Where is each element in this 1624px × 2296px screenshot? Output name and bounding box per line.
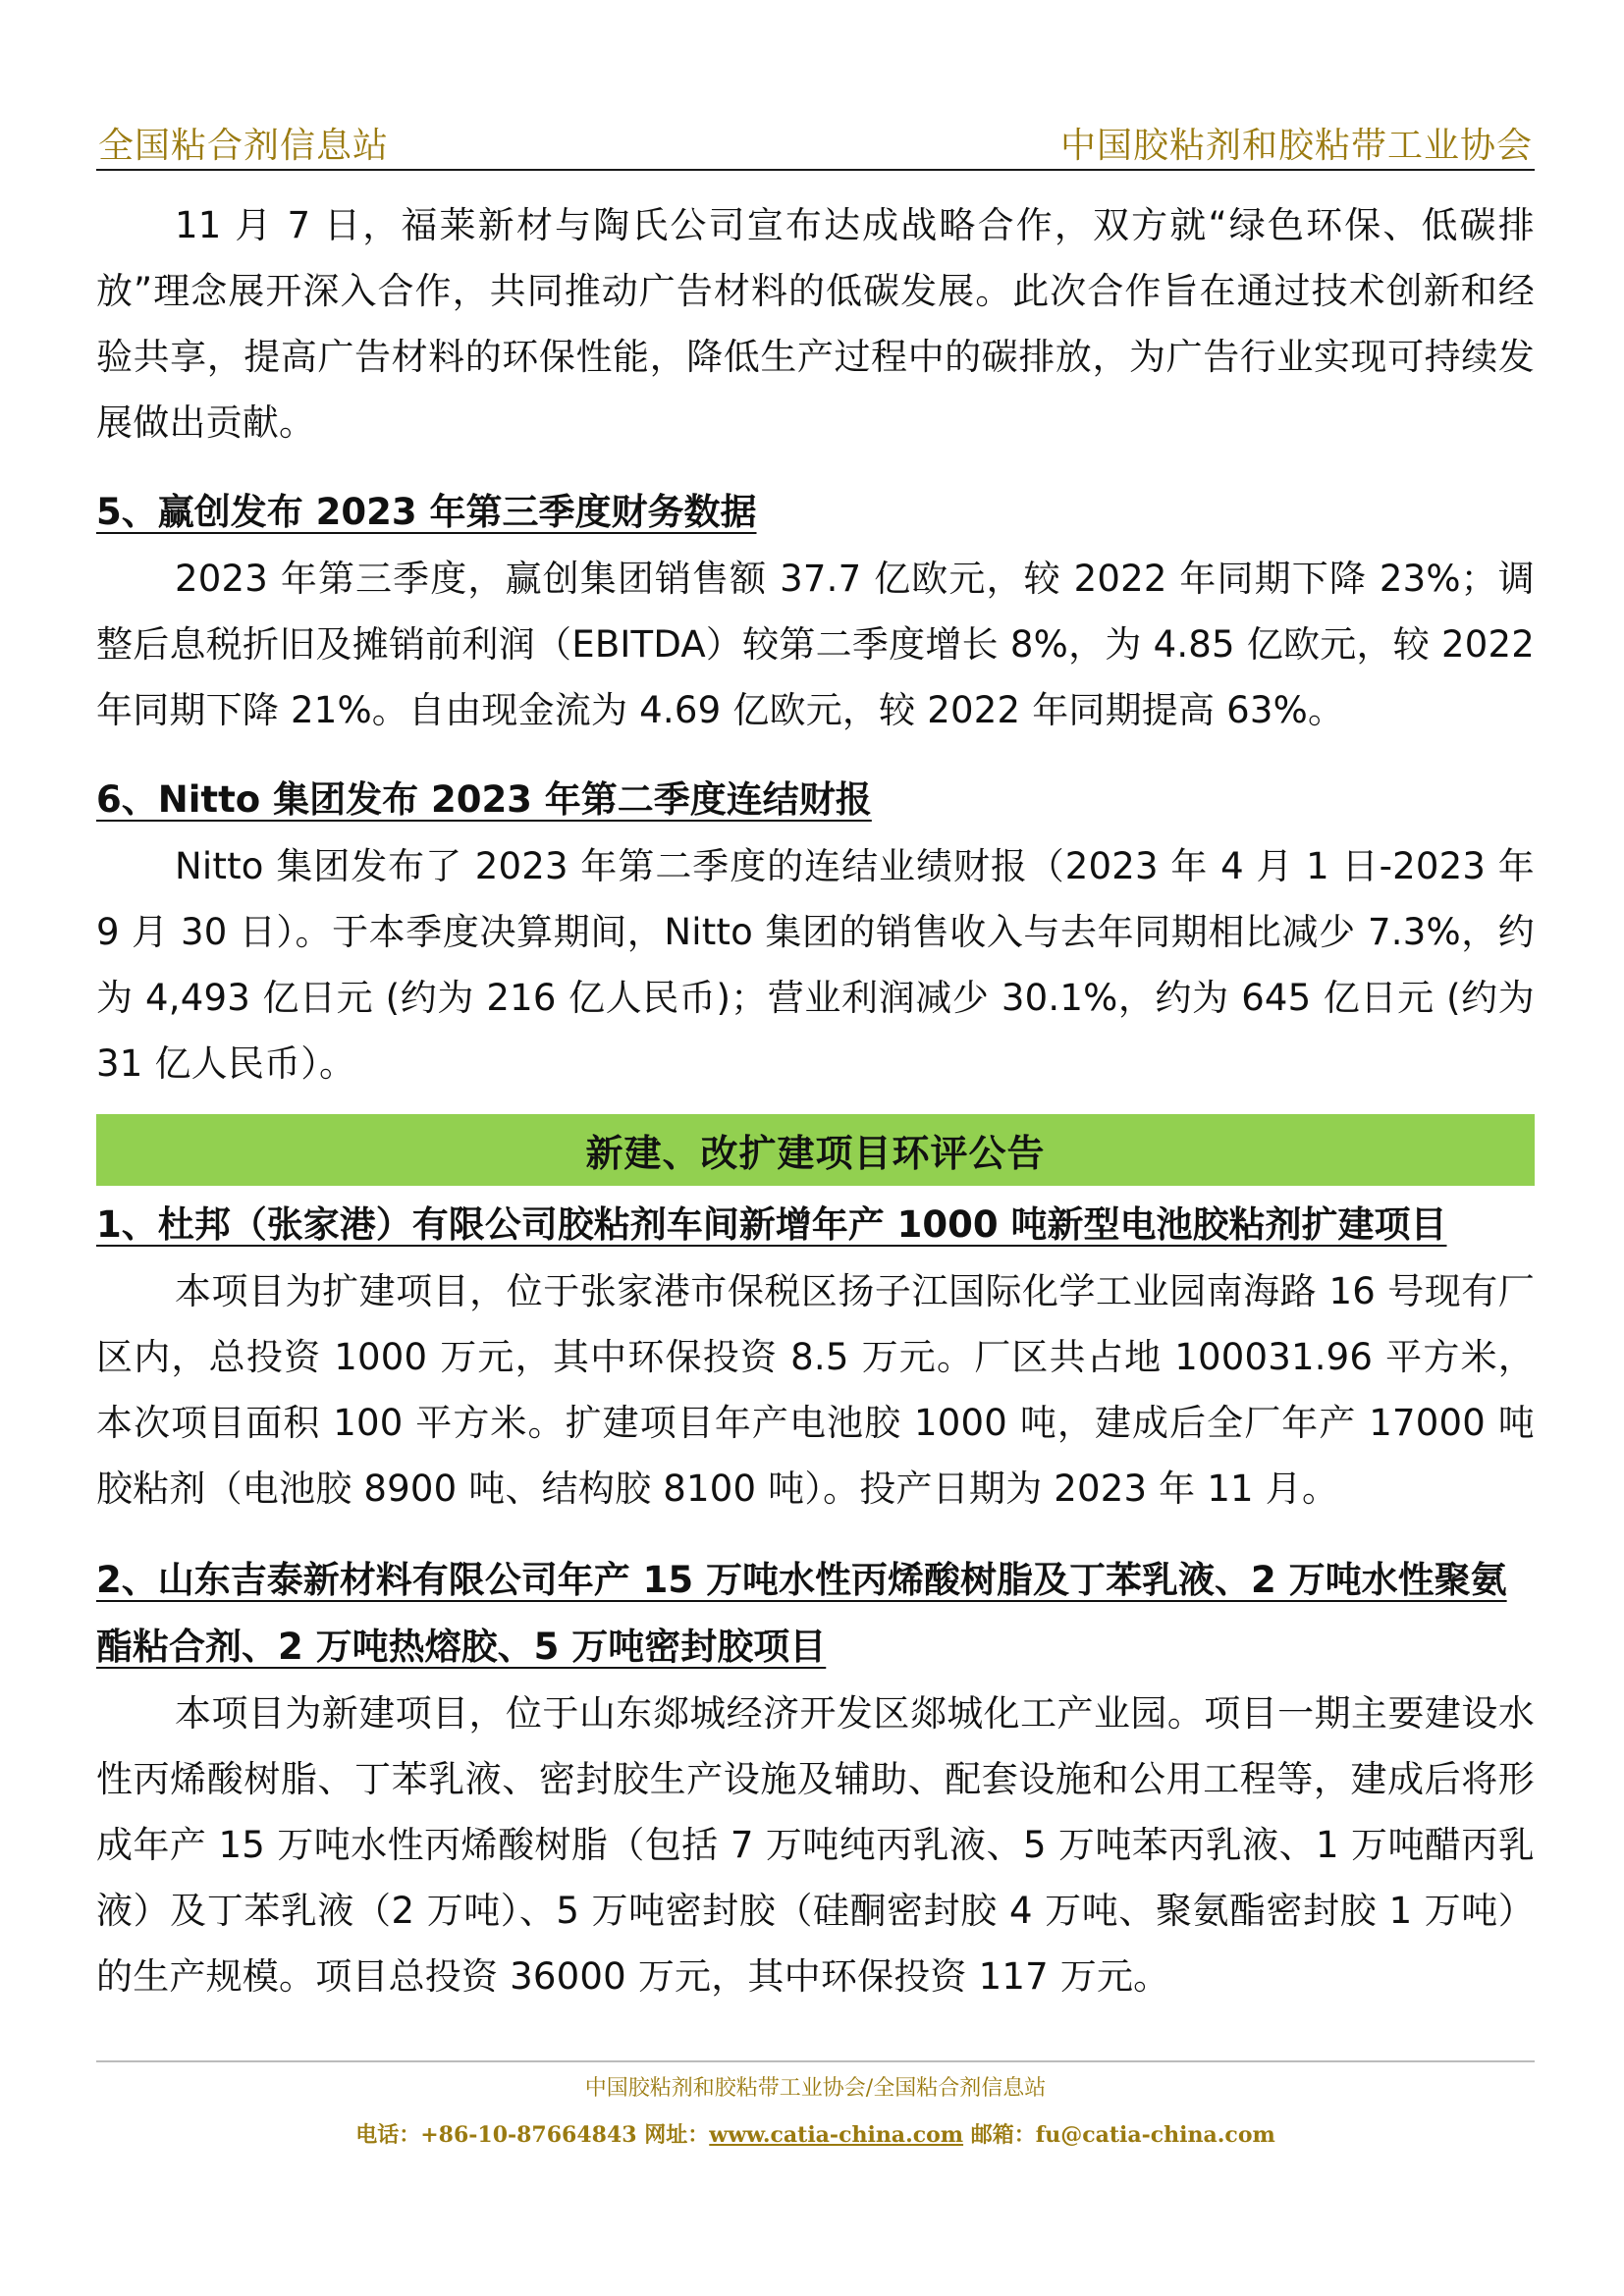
header-association-name: 中国胶粘剂和胶粘带工业协会 [1059, 126, 1533, 166]
article-body [96, 192, 1535, 2009]
footer-email[interactable]: fu@catia-china.com [1035, 2122, 1275, 2148]
footer-divider [96, 2060, 1535, 2062]
paragraph-intro: 11 月 7 日，福莱新材与陶氏公司宣布达成战略合作，双方就“绿色环保、低碳排放”理念展开深入合作，共同推动广告材料的低碳发展。此次合作旨在通过技术创新和经验共享，提高广告材料的环保性能，降低生产过程中的碳排放，为广告行业实现可持续发展做出贡献。 [96, 204, 1535, 444]
section-banner: 新建、改扩建项目环评公告 [96, 1114, 1535, 1186]
section-heading-evonik: 5、赢创发布 2023 年第三季度财务数据 [96, 491, 757, 533]
paragraph-evonik: 2023 年第三季度，赢创集团销售额 37.7 亿欧元，较 2022 年同期下降 23%；调整后息税折旧及摊销前利润（EBITDA）较第二季度增长 8%，为 4.85 亿欧元，较 2022 年同期下降 21%。自由现金流为 4.69 亿欧元，较 2022 年同期提高 63%。 [96, 558, 1535, 731]
project-heading-jitai: 2、山东吉泰新材料有限公司年产 15 万吨水性丙烯酸树脂及丁苯乳液、2 万吨水性聚氨酯粘合剂、2 万吨热熔胶、5 万吨密封胶项目 [96, 1559, 1507, 1668]
website-link[interactable]: www.catia-china.com [709, 2122, 964, 2148]
footer-contact [96, 2118, 1535, 2149]
footer-email-label: 邮箱： [963, 2122, 1036, 2148]
paragraph-dupont: 本项目为扩建项目，位于张家港市保税区扬子江国际化学工业园南海路 16 号现有厂区内，总投资 1000 万元，其中环保投资 8.5 万元。厂区共占地 100031.96 平方米，本次项目面积 100 平方米。扩建项目年产电池胶 1000 吨，建成后全厂年产 17000 吨胶粘剂（电池胶 8900 吨、结构胶 8100 吨）。投产日期为 2023 年 11 月。 [96, 1270, 1535, 1510]
page-header [96, 114, 1535, 171]
paragraph-jitai: 本项目为新建项目，位于山东郯城经济开发区郯城化工产业园。项目一期主要建设水性丙烯酸树脂、丁苯乳液、密封胶生产设施及辅助、配套设施和公用工程等，建成后将形成年产 15 万吨水性丙烯酸树脂（包括 7 万吨纯丙乳液、5 万吨苯丙乳液、1 万吨醋丙乳液）及丁苯乳液（2 万吨）、5 万吨密封胶（硅酮密封胶 4 万吨、聚氨酯密封胶 1 万吨）的生产规模。项目总投资 36000 万元，其中环保投资 117 万元。 [96, 1692, 1535, 1998]
section-heading-nitto: 6、Nitto 集团发布 2023 年第二季度连结财报 [96, 778, 872, 821]
paragraph-nitto: Nitto 集团发布了 2023 年第二季度的连结业绩财报（2023 年 4 月 1 日-2023 年 9 月 30 日）。于本季度决算期间，Nitto 集团的销售收入与去年同期相比减少 7.3%，约为 4,493 亿日元 (约为 216 亿人民币)；营业利润减少 30.1%，约为 645 亿日元 (约为 31 亿人民币）。 [96, 845, 1535, 1085]
footer-phone: 电话：+86-10-87664843 网址： [355, 2122, 710, 2148]
project-heading-dupont: 1、杜邦（张家港）有限公司胶粘剂车间新增年产 1000 吨新型电池胶粘剂扩建项目 [96, 1203, 1447, 1246]
footer-org: 中国胶粘剂和胶粘带工业协会/全国粘合剂信息站 [584, 2076, 1047, 2101]
header-site-name: 全国粘合剂信息站 [98, 126, 390, 166]
